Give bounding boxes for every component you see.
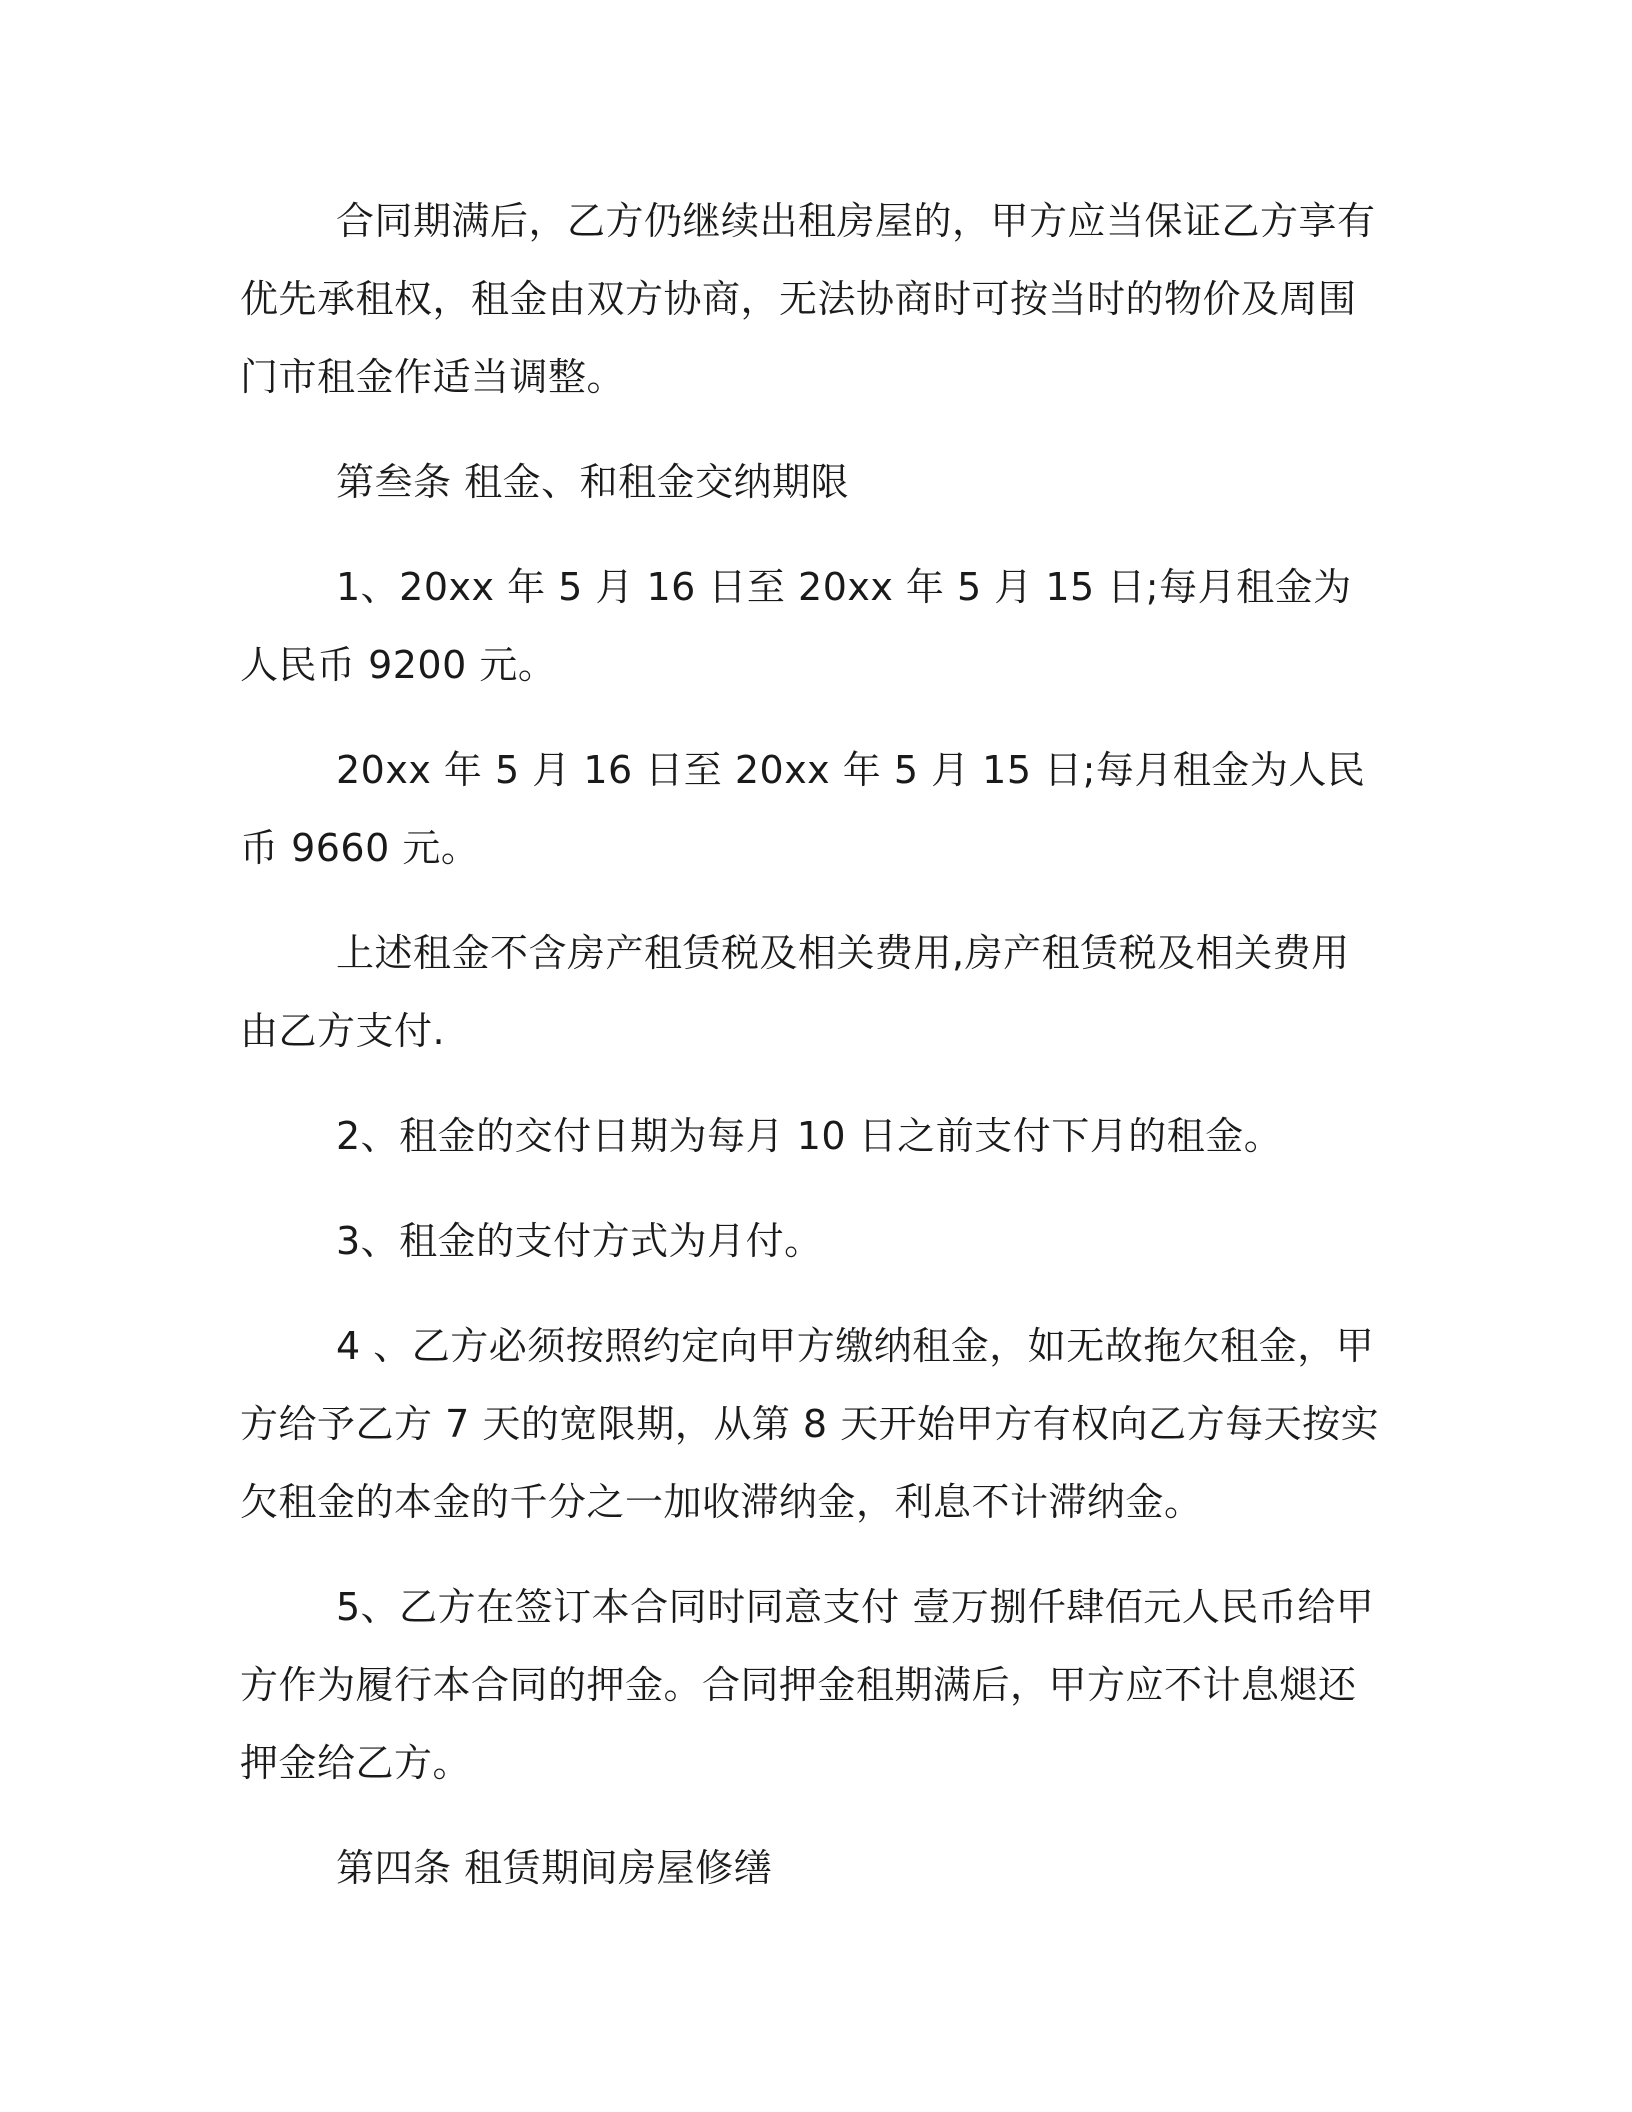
paragraph-rent-period-2: 20xx 年 5 月 16 日至 20xx 年 5 月 15 日;每月租金为人民币 9660 元。 (240, 748, 1366, 870)
paragraph-late-fee: 4 、乙方必须按照约定向甲方缴纳租金，如无故拖欠租金，甲方给予乙方 7 天的宽限期，从第 8 天开始甲方有权向乙方每天按实欠租金的本金的千分之一加收滞纳金，利息不计滞纳金。 (240, 1324, 1380, 1524)
document-body (240, 182, 1380, 1934)
section-heading-article-3: 第叁条 租金、和租金交纳期限 (336, 460, 850, 504)
paragraph-rent-period-1: 1、20xx 年 5 月 16 日至 20xx 年 5 月 15 日;每月租金为人民币 9200 元。 (240, 565, 1352, 687)
paragraph-payment-date: 2、租金的交付日期为每月 10 日之前支付下月的租金。 (336, 1114, 1283, 1158)
paragraph-payment-method: 3、租金的支付方式为月付。 (336, 1219, 823, 1263)
section-heading-article-4: 第四条 租赁期间房屋修缮 (336, 1846, 773, 1890)
paragraph-rent-taxes: 上述租金不含房产租赁税及相关费用,房产租赁税及相关费用由乙方支付. (240, 931, 1350, 1053)
paragraph-deposit: 5、乙方在签订本合同时同意支付 壹万捌仟肆佰元人民币给甲方作为履行本合同的押金。合同押金租期满后，甲方应不计息煺还押金给乙方。 (240, 1585, 1375, 1785)
paragraph-renewal-priority: 合同期满后，乙方仍继续出租房屋的，甲方应当保证乙方享有优先承租权，租金由双方协商，无法协商时可按当时的物价及周围门市租金作适当调整。 (240, 199, 1376, 399)
